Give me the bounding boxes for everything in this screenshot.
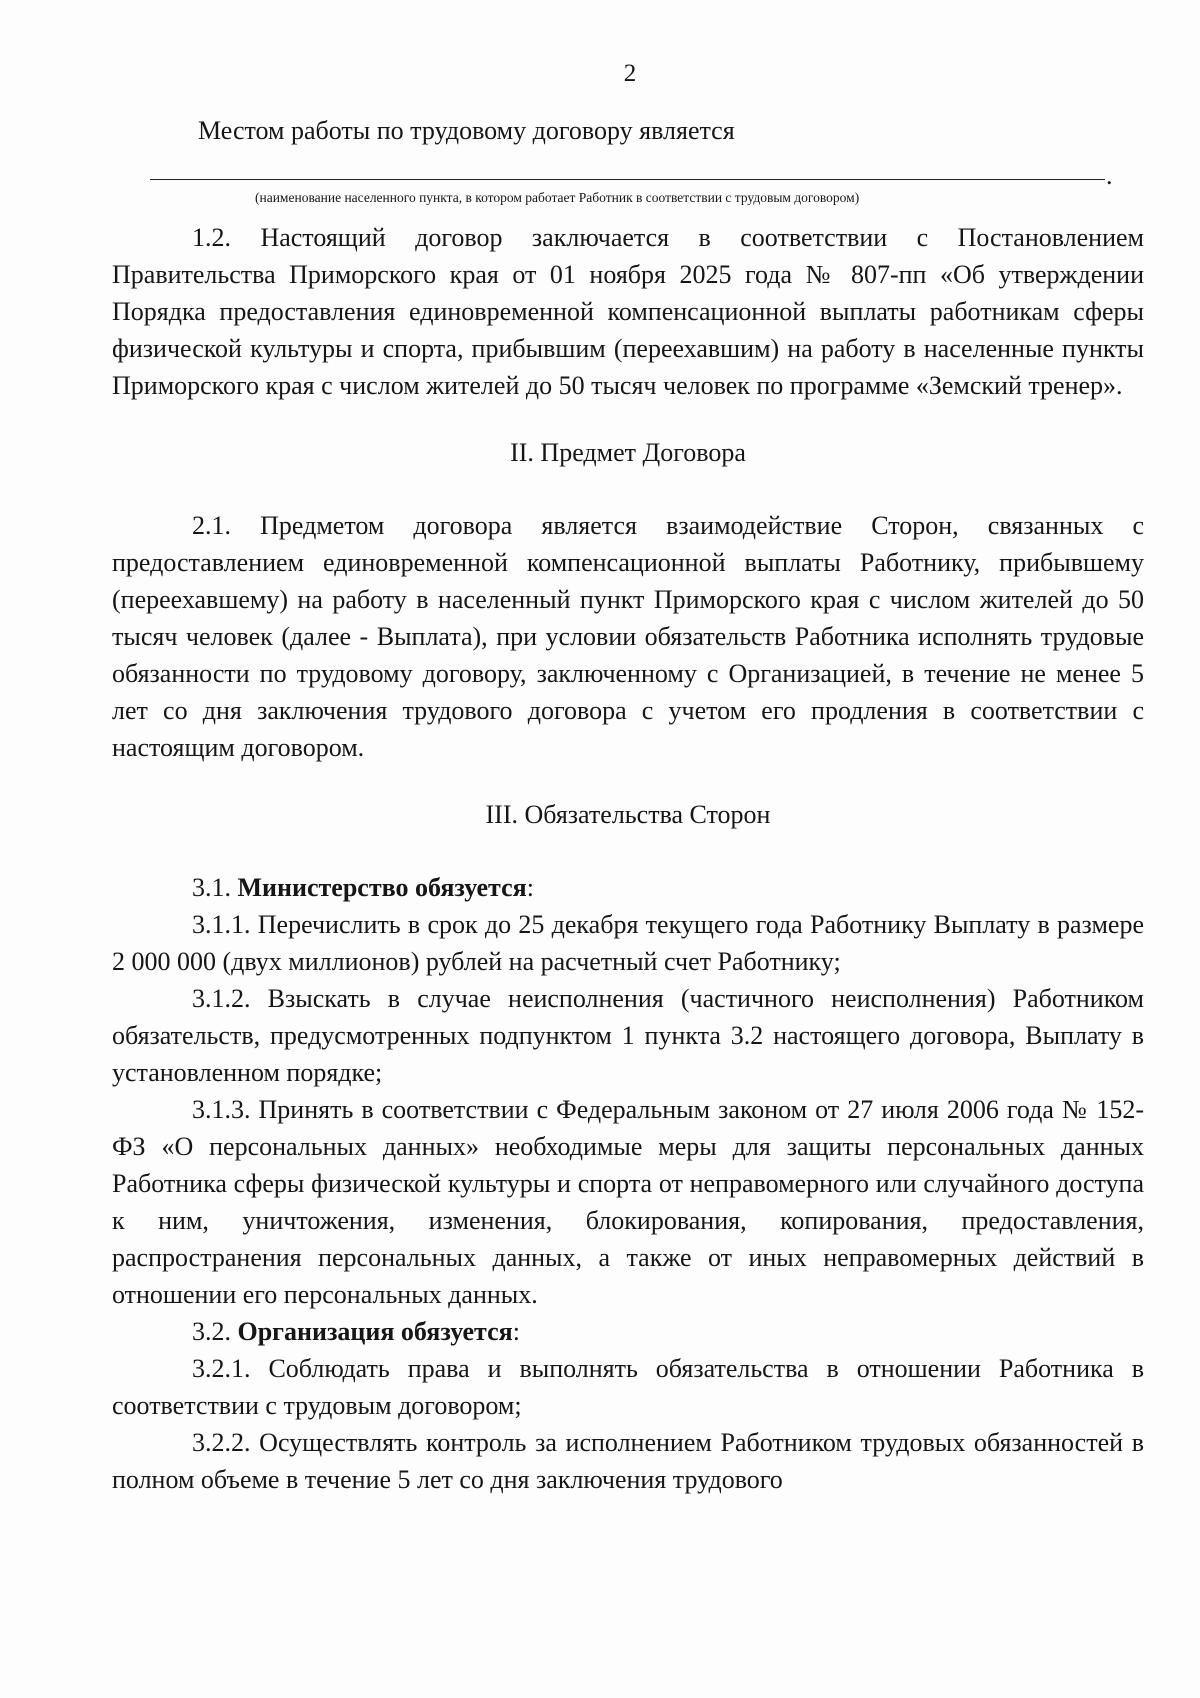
paragraph-3-2 xyxy=(112,1313,1144,1350)
paragraph-3-1-colon: : xyxy=(526,873,534,902)
paragraph-3-2-1: 3.2.1. Соблюдать права и выполнять обязательства в отношении Работника в соответствии с трудовым договором; xyxy=(112,1354,1144,1420)
section-2-heading: II. Предмет Договора xyxy=(510,438,746,467)
blank-underline xyxy=(150,179,1105,180)
document-body xyxy=(112,112,1144,1498)
paragraph-3-2-colon: : xyxy=(512,1317,520,1346)
paragraph-3-1-1: 3.1.1. Перечислить в срок до 25 декабря текущего года Работнику Выплату в размере 2 000 000 (двух миллионов) рублей на расчетный счет Работнику; xyxy=(112,910,1144,976)
paragraph-3-1-3: 3.1.3. Принять в соответствии с Федеральным законом от 27 июля 2006 года № 152-ФЗ «О персональных данных» необходимые меры для защиты персональных данных Работника сферы физической культуры и спорта от неправомерного или случайного доступа к ним, уничтожения, изменения, блокирования, копирования, предоставления, распространения персональных данных, а также от иных неправомерных действий в отношении его персональных данных. xyxy=(112,1095,1144,1309)
section-3-heading: III. Обязательства Сторон xyxy=(485,800,771,829)
paragraph-2-1: 2.1. Предметом договора является взаимодействие Сторон, связанных с предоставлением единовременной компенсационной выплаты Работнику, прибывшему (переехавшему) на работу в населенный пункт Приморского края с числом жителей до 50 тысяч человек (далее - Выплата), при условии обязательств Работника исполнять трудовые обязанности по трудовому договору, заключенному с Организацией, в течение не менее 5 лет со дня заключения трудового договора с учетом его продления в соответствии с настоящим договором. xyxy=(112,511,1144,762)
paragraph-3-1-title: Министерство обязуется xyxy=(237,873,527,902)
paragraph-3-2-number: 3.2. xyxy=(192,1317,238,1346)
blank-caption: (наименование населенного пункта, в котором работает Работник в соответствии с трудовым договором) xyxy=(255,190,860,205)
paragraph-3-1-number: 3.1. xyxy=(192,873,238,902)
workplace-blank-field xyxy=(112,149,1144,189)
workplace-line: Местом работы по трудовому договору является xyxy=(198,116,735,145)
paragraph-3-1 xyxy=(112,869,1144,906)
blank-end-period: . xyxy=(1106,161,1113,190)
paragraph-3-2-2: 3.2.2. Осуществлять контроль за исполнением Работником трудовых обязанностей в полном объеме в течение 5 лет со дня заключения трудового xyxy=(112,1428,1144,1494)
paragraph-1-2: 1.2. Настоящий договор заключается в соответствии с Постановлением Правительства Приморского края от 01 ноября 2025 года № 807-пп «Об утверждении Порядка предоставления единовременной компенсационной выплаты работникам сферы физической культуры и спорта, прибывшим (переехавшим) на работу в населенные пункты Приморского края с числом жителей до 50 тысяч человек по программе «Земский тренер». xyxy=(112,223,1144,400)
page-number: 2 xyxy=(623,60,637,87)
paragraph-3-2-title: Организация обязуется xyxy=(237,1317,513,1346)
paragraph-3-1-2: 3.1.2. Взыскать в случае неисполнения (частичного неисполнения) Работником обязательств, предусмотренных подпунктом 1 пункта 3.2 настоящего договора, Выплату в установленном порядке; xyxy=(112,984,1144,1087)
